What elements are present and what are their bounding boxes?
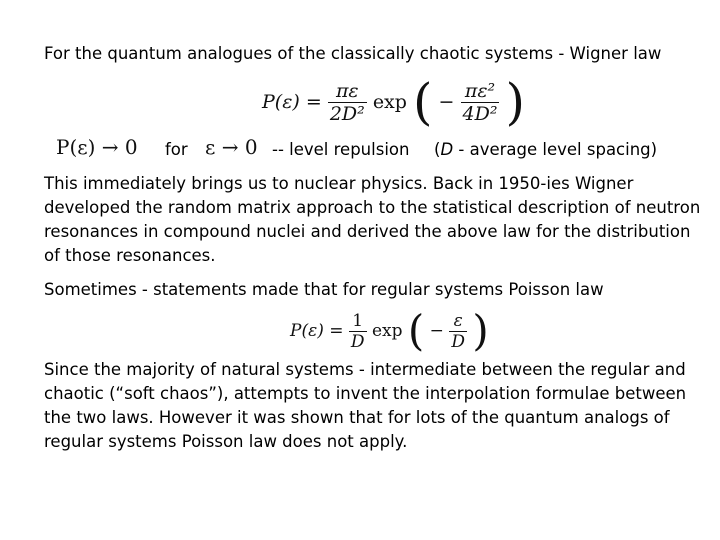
spacing-open-paren: ( [434, 140, 441, 159]
soft-chaos-paragraph: Since the majority of natural systems - intermediate between the regular and chaotic (“soft chaos”), attempts to invent the interpolation formulae between the two laws. However it was shown that for lots of the quantum analogs of regular systems Poisson law does not apply. [44, 360, 687, 451]
poisson-intro-line: Sometimes - statements made that for regular systems Poisson law [44, 280, 604, 299]
poisson-formula [290, 306, 489, 356]
spacing-text: - average level spacing) [453, 140, 658, 159]
spacing-note [434, 138, 657, 162]
poisson-exp: exp [371, 321, 403, 341]
poisson-coefficient [349, 311, 367, 352]
poisson-coef-den: D [350, 331, 365, 352]
wigner-left-paren: ( [412, 73, 433, 131]
level-repulsion-label: -- level repulsion [272, 140, 410, 159]
wigner-minus: − [438, 91, 455, 113]
limit-formula: P(ε) → 0 [56, 135, 138, 159]
spacing-var: D [440, 140, 454, 159]
poisson-lhs: P(ε) = [290, 321, 344, 341]
wigner-coef-num: πε [335, 79, 359, 102]
wigner-argument [461, 80, 500, 125]
poisson-left-paren: ( [407, 306, 425, 355]
wigner-right-paren: ) [505, 73, 526, 131]
wigner-arg-den: 4D² [462, 102, 498, 125]
nuclear-physics-paragraph: This immediately brings us to nuclear physics. Back in 1950-ies Wigner developed the random matrix approach to the statistical description of neutron resonances in compound nuclei and derived the above law for the distribution of those resonances. [44, 174, 701, 265]
intro-line: For the quantum analogues of the classically chaotic systems - Wigner law [44, 44, 662, 63]
poisson-coef-num: 1 [352, 310, 364, 331]
wigner-arg-num: πε² [464, 79, 496, 102]
wigner-coef-den: 2D² [329, 102, 365, 125]
for-label: for [165, 140, 188, 159]
wigner-formula [262, 72, 525, 132]
wigner-lhs: P(ε) = [262, 91, 322, 113]
wigner-coefficient [328, 80, 367, 125]
poisson-arg-num: ε [453, 310, 463, 331]
poisson-arg-den: D [451, 331, 465, 352]
wigner-exp: exp [372, 91, 407, 113]
poisson-right-paren: ) [472, 306, 489, 355]
poisson-argument [449, 311, 467, 352]
poisson-minus: − [429, 321, 444, 341]
epsilon-limit: ε → 0 [205, 135, 258, 159]
